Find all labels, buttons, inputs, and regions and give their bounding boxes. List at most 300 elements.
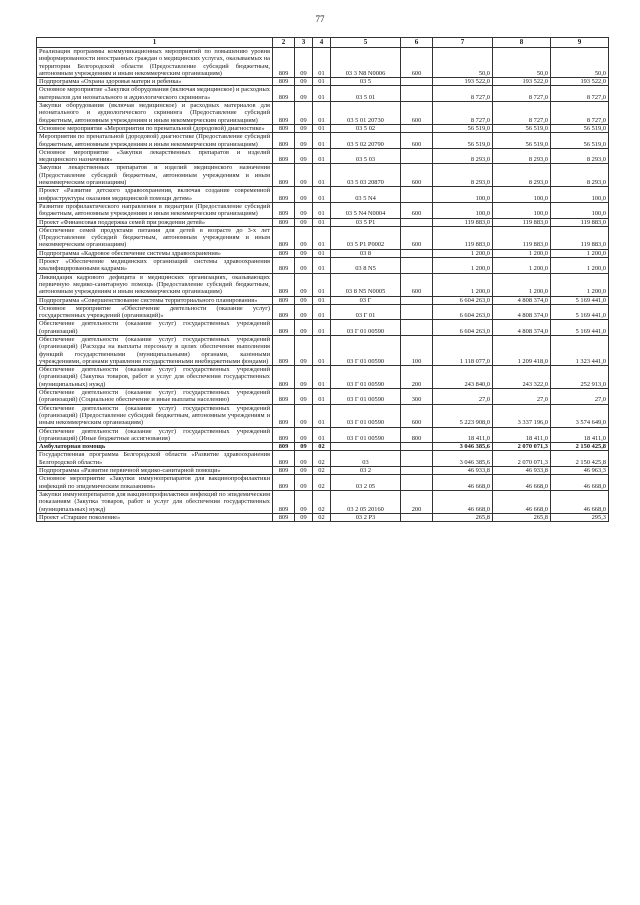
row-value-1: 119 883,0 bbox=[433, 226, 493, 249]
row-value-2: 46 933,8 bbox=[493, 467, 551, 475]
row-rz: 09 bbox=[295, 513, 313, 521]
row-vr bbox=[401, 249, 433, 257]
row-value-2: 8 293,0 bbox=[493, 164, 551, 187]
row-csr: 03 5 N4 N0004 bbox=[331, 202, 401, 218]
row-csr: 03 Г 01 00590 bbox=[331, 427, 401, 443]
row-vr bbox=[401, 124, 433, 132]
row-name: Обеспечение деятельности (оказание услуг) государственных учреждений (организаций) bbox=[37, 320, 273, 336]
row-name: Основное мероприятие «Мероприятия по пренатальной (дородовой) диагностике» bbox=[37, 124, 273, 132]
table-row bbox=[37, 304, 609, 320]
row-value-2: 265,8 bbox=[493, 513, 551, 521]
table-row bbox=[37, 427, 609, 443]
row-csr: 03 Г 01 00590 bbox=[331, 320, 401, 336]
row-value-3: 5 169 441,0 bbox=[551, 296, 609, 304]
row-value-3: 5 169 441,0 bbox=[551, 320, 609, 336]
row-rz: 09 bbox=[295, 273, 313, 296]
row-name: Обеспечение семей продуктами питания для детей в возрасте до 3-х лет (Предоставление субсидий бюджетным, автономным учреждениям и иным некоммерческим организациям) bbox=[37, 226, 273, 249]
row-name: Проект «Обеспечение медицинских организаций системы здравоохранения квалифицированными кадрами» bbox=[37, 258, 273, 274]
row-pr: 01 bbox=[313, 389, 331, 405]
row-pr: 01 bbox=[313, 273, 331, 296]
table-row bbox=[37, 148, 609, 164]
row-vr: 600 bbox=[401, 102, 433, 125]
row-gr: 809 bbox=[273, 86, 295, 102]
row-value-3: 3 574 649,0 bbox=[551, 404, 609, 427]
row-vr: 600 bbox=[401, 202, 433, 218]
table-row bbox=[37, 249, 609, 257]
row-name: Проект «Старшее поколение» bbox=[37, 513, 273, 521]
column-header: 7 bbox=[433, 38, 493, 48]
row-pr: 01 bbox=[313, 86, 331, 102]
row-value-3: 1 323 441,0 bbox=[551, 335, 609, 365]
table-row bbox=[37, 320, 609, 336]
row-value-2: 56 519,0 bbox=[493, 124, 551, 132]
row-value-3: 8 293,0 bbox=[551, 148, 609, 164]
row-value-2: 1 200,0 bbox=[493, 258, 551, 274]
row-value-2: 193 522,0 bbox=[493, 78, 551, 86]
row-name: Развитие профилактического направления в педиатрии (Предоставление субсидий бюджетным, автономным учреждениям и иным некоммерческим организациям) bbox=[37, 202, 273, 218]
row-name: Основное мероприятие «Закупки иммунопрепаратов для вакцинопрофилактики инфекций по эпидемическим показаниям» bbox=[37, 475, 273, 491]
row-value-1: 1 200,0 bbox=[433, 258, 493, 274]
row-rz: 09 bbox=[295, 404, 313, 427]
row-value-2: 1 209 418,0 bbox=[493, 335, 551, 365]
row-gr: 809 bbox=[273, 404, 295, 427]
row-value-3: 5 169 441,0 bbox=[551, 304, 609, 320]
row-value-1: 50,0 bbox=[433, 48, 493, 78]
row-vr bbox=[401, 475, 433, 491]
row-value-3: 2 150 425,8 bbox=[551, 443, 609, 451]
row-csr: 03 5 02 bbox=[331, 124, 401, 132]
row-gr: 809 bbox=[273, 366, 295, 389]
table-row bbox=[37, 443, 609, 451]
column-header: 6 bbox=[401, 38, 433, 48]
row-vr: 600 bbox=[401, 273, 433, 296]
row-name: Обеспечение деятельности (оказание услуг) государственных учреждений (организаций) (Иные бюджетные ассигнования) bbox=[37, 427, 273, 443]
row-value-2: 2 070 071,3 bbox=[493, 443, 551, 451]
row-value-3: 18 411,0 bbox=[551, 427, 609, 443]
row-rz: 09 bbox=[295, 48, 313, 78]
row-pr: 01 bbox=[313, 304, 331, 320]
row-gr: 809 bbox=[273, 490, 295, 513]
row-name: Обеспечение деятельности (оказание услуг) государственных учреждений (организаций) (Закупка товаров, работ и услуг для обеспечения государственных (муниципальных) нужд) bbox=[37, 366, 273, 389]
row-gr: 809 bbox=[273, 475, 295, 491]
row-name: Обеспечение деятельности (оказание услуг) государственных учреждений (организаций) (Предоставление субсидий бюджетным, автономным учреждениям и иным некоммерческим организациям) bbox=[37, 404, 273, 427]
row-rz: 09 bbox=[295, 490, 313, 513]
table-row bbox=[37, 335, 609, 365]
row-value-1: 46 668,0 bbox=[433, 475, 493, 491]
row-value-1: 1 118 077,0 bbox=[433, 335, 493, 365]
row-value-2: 4 808 374,0 bbox=[493, 320, 551, 336]
row-rz: 09 bbox=[295, 102, 313, 125]
row-rz: 09 bbox=[295, 164, 313, 187]
row-value-1: 3 046 385,6 bbox=[433, 451, 493, 467]
row-value-3: 46 668,0 bbox=[551, 490, 609, 513]
row-value-1: 8 727,0 bbox=[433, 86, 493, 102]
row-value-3: 252 913,0 bbox=[551, 366, 609, 389]
table-row bbox=[37, 513, 609, 521]
row-csr: 03 5 P1 bbox=[331, 218, 401, 226]
row-value-2: 3 337 196,0 bbox=[493, 404, 551, 427]
row-name: Государственная программа Белгородской области «Развитие здравоохранения Белгородской области» bbox=[37, 451, 273, 467]
row-value-1: 119 883,0 bbox=[433, 218, 493, 226]
row-gr: 809 bbox=[273, 258, 295, 274]
row-value-1: 6 604 263,0 bbox=[433, 320, 493, 336]
row-rz: 09 bbox=[295, 366, 313, 389]
row-csr: 03 Г 01 00590 bbox=[331, 335, 401, 365]
row-rz: 09 bbox=[295, 389, 313, 405]
row-rz: 09 bbox=[295, 202, 313, 218]
row-pr: 01 bbox=[313, 102, 331, 125]
row-gr: 809 bbox=[273, 249, 295, 257]
row-vr: 100 bbox=[401, 335, 433, 365]
row-pr: 01 bbox=[313, 148, 331, 164]
table-row bbox=[37, 467, 609, 475]
row-value-1: 56 519,0 bbox=[433, 133, 493, 149]
row-rz: 09 bbox=[295, 296, 313, 304]
row-name: Подпрограмма «Развитие первичной медико-санитарной помощи» bbox=[37, 467, 273, 475]
row-value-3: 8 727,0 bbox=[551, 86, 609, 102]
row-vr: 600 bbox=[401, 404, 433, 427]
row-gr: 809 bbox=[273, 202, 295, 218]
row-name: Реализация программы коммуникационных мероприятий по повышению уровня информированности иностранных граждан о медицинских услугах, оказываемых на территории Белгородской области (Предоставление субсидий бюджетным, автономным учреждениям и иным некоммерческим организациям) bbox=[37, 48, 273, 78]
row-pr: 01 bbox=[313, 124, 331, 132]
row-pr: 01 bbox=[313, 366, 331, 389]
row-pr: 01 bbox=[313, 226, 331, 249]
row-vr: 200 bbox=[401, 490, 433, 513]
table-row bbox=[37, 86, 609, 102]
row-name: Обеспечение деятельности (оказание услуг) государственных учреждений (организаций) (Социальное обеспечение и иные выплаты населению) bbox=[37, 389, 273, 405]
row-gr: 809 bbox=[273, 48, 295, 78]
row-gr: 809 bbox=[273, 187, 295, 203]
page-number: 77 bbox=[315, 14, 325, 24]
row-name: Подпрограмма «Кадровое обеспечение системы здравоохранения» bbox=[37, 249, 273, 257]
row-name: Мероприятия по пренатальной (дородовой) диагностике (Предоставление субсидий бюджетным, автономным учреждениям и иным некоммерческим организациям) bbox=[37, 133, 273, 149]
row-csr: 03 2 bbox=[331, 467, 401, 475]
row-value-1: 100,0 bbox=[433, 202, 493, 218]
row-value-2: 2 070 071,3 bbox=[493, 451, 551, 467]
row-value-1: 8 727,0 bbox=[433, 102, 493, 125]
row-pr: 01 bbox=[313, 404, 331, 427]
row-gr: 809 bbox=[273, 304, 295, 320]
row-csr: 03 5 N4 bbox=[331, 187, 401, 203]
row-csr: 03 8 N5 bbox=[331, 258, 401, 274]
table-row bbox=[37, 490, 609, 513]
table-row bbox=[37, 124, 609, 132]
row-pr: 01 bbox=[313, 249, 331, 257]
row-value-1: 46 933,8 bbox=[433, 467, 493, 475]
row-rz: 09 bbox=[295, 320, 313, 336]
row-csr: 03 Г 01 00590 bbox=[331, 366, 401, 389]
row-pr: 02 bbox=[313, 443, 331, 451]
table-row bbox=[37, 389, 609, 405]
row-pr: 02 bbox=[313, 490, 331, 513]
row-vr: 200 bbox=[401, 366, 433, 389]
table-row bbox=[37, 226, 609, 249]
row-csr: 03 bbox=[331, 451, 401, 467]
row-csr: 03 2 P3 bbox=[331, 513, 401, 521]
row-value-1: 193 522,0 bbox=[433, 78, 493, 86]
row-csr: 03 Г 01 00590 bbox=[331, 389, 401, 405]
table-row bbox=[37, 296, 609, 304]
row-pr: 01 bbox=[313, 258, 331, 274]
table-row bbox=[37, 258, 609, 274]
row-value-2: 119 883,0 bbox=[493, 218, 551, 226]
row-rz: 09 bbox=[295, 443, 313, 451]
row-csr: 03 Г 01 00590 bbox=[331, 404, 401, 427]
row-value-2: 56 519,0 bbox=[493, 133, 551, 149]
row-value-2: 243 322,0 bbox=[493, 366, 551, 389]
row-rz: 09 bbox=[295, 304, 313, 320]
row-vr bbox=[401, 320, 433, 336]
row-gr: 809 bbox=[273, 320, 295, 336]
row-vr: 600 bbox=[401, 164, 433, 187]
row-rz: 09 bbox=[295, 467, 313, 475]
row-pr: 01 bbox=[313, 78, 331, 86]
row-value-2: 1 200,0 bbox=[493, 249, 551, 257]
row-rz: 09 bbox=[295, 249, 313, 257]
row-value-1: 6 604 263,0 bbox=[433, 296, 493, 304]
row-value-3: 46 963,3 bbox=[551, 467, 609, 475]
row-rz: 09 bbox=[295, 86, 313, 102]
row-value-2: 27,0 bbox=[493, 389, 551, 405]
row-gr: 809 bbox=[273, 273, 295, 296]
row-rz: 09 bbox=[295, 124, 313, 132]
row-vr bbox=[401, 86, 433, 102]
row-gr: 809 bbox=[273, 443, 295, 451]
row-rz: 09 bbox=[295, 335, 313, 365]
row-pr: 01 bbox=[313, 427, 331, 443]
row-rz: 09 bbox=[295, 187, 313, 203]
row-value-1: 27,0 bbox=[433, 389, 493, 405]
row-value-2: 50,0 bbox=[493, 48, 551, 78]
row-value-1: 18 411,0 bbox=[433, 427, 493, 443]
row-value-2: 119 883,0 bbox=[493, 226, 551, 249]
row-value-3: 56 519,0 bbox=[551, 124, 609, 132]
row-value-2: 46 668,0 bbox=[493, 490, 551, 513]
row-value-1: 3 046 385,6 bbox=[433, 443, 493, 451]
row-value-1: 56 519,0 bbox=[433, 124, 493, 132]
row-rz: 09 bbox=[295, 78, 313, 86]
row-csr: 03 2 05 20160 bbox=[331, 490, 401, 513]
row-vr bbox=[401, 187, 433, 203]
table-row bbox=[37, 366, 609, 389]
row-gr: 809 bbox=[273, 164, 295, 187]
row-value-2: 8 727,0 bbox=[493, 86, 551, 102]
row-csr: 03 Г bbox=[331, 296, 401, 304]
row-value-3: 1 200,0 bbox=[551, 273, 609, 296]
row-pr: 02 bbox=[313, 475, 331, 491]
table-row bbox=[37, 133, 609, 149]
row-vr bbox=[401, 304, 433, 320]
row-pr: 02 bbox=[313, 451, 331, 467]
budget-table bbox=[36, 37, 609, 522]
row-gr: 809 bbox=[273, 133, 295, 149]
row-name: Основное мероприятие «Закупки оборудования (включая медицинское) и расходных материалов для неонатального и аудиологического скрининга» bbox=[37, 86, 273, 102]
row-rz: 09 bbox=[295, 133, 313, 149]
row-vr bbox=[401, 78, 433, 86]
row-value-3: 2 150 425,8 bbox=[551, 451, 609, 467]
row-pr: 01 bbox=[313, 218, 331, 226]
row-value-1: 8 293,0 bbox=[433, 164, 493, 187]
row-name: Ликвидация кадрового дефицита в медицинских организациях, оказывающих первичную медико-санитарную помощь (Предоставление субсидий бюджетным, автономным учреждениям и иным некоммерческим организациям) bbox=[37, 273, 273, 296]
row-csr: 03 5 P1 P0002 bbox=[331, 226, 401, 249]
row-gr: 809 bbox=[273, 467, 295, 475]
row-rz: 09 bbox=[295, 258, 313, 274]
row-value-1: 5 223 908,0 bbox=[433, 404, 493, 427]
row-name: Закупки лекарственных препаратов и изделий медицинского назначения (Предоставление субсидий бюджетным, автономным учреждениям и иным некоммерческим организациям) bbox=[37, 164, 273, 187]
row-pr: 02 bbox=[313, 513, 331, 521]
column-header: 1 bbox=[37, 38, 273, 48]
row-name: Закупки иммунопрепаратов для вакцинопрофилактики инфекций по эпидемическим показаниям (Закупка товаров, работ и услуг для обеспечения государственных (муниципальных) нужд) bbox=[37, 490, 273, 513]
row-value-3: 100,0 bbox=[551, 202, 609, 218]
row-gr: 809 bbox=[273, 451, 295, 467]
row-value-2: 8 293,0 bbox=[493, 148, 551, 164]
row-gr: 809 bbox=[273, 124, 295, 132]
table-row bbox=[37, 451, 609, 467]
row-csr: 03 8 bbox=[331, 249, 401, 257]
row-value-3: 295,3 bbox=[551, 513, 609, 521]
row-rz: 09 bbox=[295, 427, 313, 443]
row-pr: 01 bbox=[313, 335, 331, 365]
row-value-1: 8 293,0 bbox=[433, 148, 493, 164]
row-value-2: 100,0 bbox=[493, 187, 551, 203]
row-name: Проект «Развитие детского здравоохранения, включая создание современной инфраструктуры оказания медицинской помощи детям» bbox=[37, 187, 273, 203]
row-value-1: 243 840,0 bbox=[433, 366, 493, 389]
table-row bbox=[37, 48, 609, 78]
row-vr bbox=[401, 513, 433, 521]
row-value-3: 27,0 bbox=[551, 389, 609, 405]
row-name: Закупки оборудования (включая медицинское) и расходных материалов для неонатального и аудиологического скрининга (Предоставление субсидий бюджетным, автономным учреждениям и иным некоммерческим организациям) bbox=[37, 102, 273, 125]
row-csr: 03 8 N5 N0005 bbox=[331, 273, 401, 296]
row-value-2: 8 727,0 bbox=[493, 102, 551, 125]
row-value-3: 1 200,0 bbox=[551, 258, 609, 274]
column-header: 2 bbox=[273, 38, 295, 48]
row-gr: 809 bbox=[273, 78, 295, 86]
row-vr: 600 bbox=[401, 133, 433, 149]
row-vr: 600 bbox=[401, 48, 433, 78]
row-vr bbox=[401, 467, 433, 475]
table-row bbox=[37, 475, 609, 491]
table-row bbox=[37, 202, 609, 218]
row-pr: 01 bbox=[313, 320, 331, 336]
row-value-3: 100,0 bbox=[551, 187, 609, 203]
row-value-1: 265,8 bbox=[433, 513, 493, 521]
row-vr bbox=[401, 451, 433, 467]
row-name: Подпрограмма «Совершенствование системы территориального планирования» bbox=[37, 296, 273, 304]
row-name: Обеспечение деятельности (оказание услуг) государственных учреждений (организаций) (Расходы на выплаты персоналу в целях обеспечения выполнения функций государственными (муниципальными) органами, казенными учреждениями, органами управления государственными внебюджетными фондами) bbox=[37, 335, 273, 365]
row-pr: 01 bbox=[313, 202, 331, 218]
row-pr: 01 bbox=[313, 187, 331, 203]
row-value-1: 6 604 263,0 bbox=[433, 304, 493, 320]
column-header: 3 bbox=[295, 38, 313, 48]
row-gr: 809 bbox=[273, 148, 295, 164]
row-vr: 800 bbox=[401, 427, 433, 443]
row-value-1: 100,0 bbox=[433, 187, 493, 203]
row-value-1: 1 200,0 bbox=[433, 249, 493, 257]
row-csr bbox=[331, 443, 401, 451]
row-csr: 03 5 bbox=[331, 78, 401, 86]
row-name: Проект «Финансовая поддержка семей при рождении детей» bbox=[37, 218, 273, 226]
row-csr: 03 Г 01 bbox=[331, 304, 401, 320]
row-csr: 03 2 05 bbox=[331, 475, 401, 491]
row-name: Подпрограмма «Охрана здоровья матери и ребенка» bbox=[37, 78, 273, 86]
row-value-3: 8 293,0 bbox=[551, 164, 609, 187]
row-csr: 03 5 03 bbox=[331, 148, 401, 164]
row-value-2: 18 411,0 bbox=[493, 427, 551, 443]
row-gr: 809 bbox=[273, 513, 295, 521]
row-pr: 01 bbox=[313, 48, 331, 78]
column-header: 4 bbox=[313, 38, 331, 48]
table-row bbox=[37, 78, 609, 86]
row-gr: 809 bbox=[273, 296, 295, 304]
row-csr: 03 5 01 bbox=[331, 86, 401, 102]
row-csr: 03 5 02 20790 bbox=[331, 133, 401, 149]
row-gr: 809 bbox=[273, 335, 295, 365]
row-rz: 09 bbox=[295, 218, 313, 226]
row-rz: 09 bbox=[295, 226, 313, 249]
row-gr: 809 bbox=[273, 226, 295, 249]
row-pr: 01 bbox=[313, 133, 331, 149]
table-row bbox=[37, 218, 609, 226]
row-value-2: 100,0 bbox=[493, 202, 551, 218]
row-value-2: 1 200,0 bbox=[493, 273, 551, 296]
row-rz: 09 bbox=[295, 451, 313, 467]
row-value-1: 46 668,0 bbox=[433, 490, 493, 513]
row-pr: 01 bbox=[313, 296, 331, 304]
row-gr: 809 bbox=[273, 218, 295, 226]
row-vr bbox=[401, 218, 433, 226]
row-value-3: 50,0 bbox=[551, 48, 609, 78]
row-name: Основное мероприятие «Обеспечение деятельности (оказание услуг) государственных учреждений (организаций)» bbox=[37, 304, 273, 320]
row-value-3: 1 200,0 bbox=[551, 249, 609, 257]
row-vr bbox=[401, 443, 433, 451]
row-value-2: 46 668,0 bbox=[493, 475, 551, 491]
row-name: Основное мероприятие «Закупки лекарственных препаратов и изделий медицинского назначения» bbox=[37, 148, 273, 164]
row-vr bbox=[401, 296, 433, 304]
row-rz: 09 bbox=[295, 148, 313, 164]
header-row bbox=[37, 38, 609, 48]
row-gr: 809 bbox=[273, 389, 295, 405]
row-csr: 03 5 01 20730 bbox=[331, 102, 401, 125]
row-pr: 02 bbox=[313, 467, 331, 475]
column-header: 8 bbox=[493, 38, 551, 48]
row-value-2: 4 808 374,0 bbox=[493, 296, 551, 304]
column-header: 9 bbox=[551, 38, 609, 48]
row-value-3: 119 883,0 bbox=[551, 218, 609, 226]
row-value-2: 4 808 374,0 bbox=[493, 304, 551, 320]
table-row bbox=[37, 187, 609, 203]
row-value-3: 56 519,0 bbox=[551, 133, 609, 149]
row-vr: 600 bbox=[401, 226, 433, 249]
row-csr: 03 3 N8 N0006 bbox=[331, 48, 401, 78]
row-pr: 01 bbox=[313, 164, 331, 187]
row-value-3: 193 522,0 bbox=[551, 78, 609, 86]
row-value-3: 8 727,0 bbox=[551, 102, 609, 125]
row-gr: 809 bbox=[273, 427, 295, 443]
row-vr: 300 bbox=[401, 389, 433, 405]
row-value-3: 46 668,0 bbox=[551, 475, 609, 491]
row-rz: 09 bbox=[295, 475, 313, 491]
column-header: 5 bbox=[331, 38, 401, 48]
row-value-1: 1 200,0 bbox=[433, 273, 493, 296]
table-row bbox=[37, 102, 609, 125]
row-csr: 03 5 03 20870 bbox=[331, 164, 401, 187]
row-gr: 809 bbox=[273, 102, 295, 125]
row-value-3: 119 883,0 bbox=[551, 226, 609, 249]
table-row bbox=[37, 164, 609, 187]
table-row bbox=[37, 404, 609, 427]
row-vr bbox=[401, 258, 433, 274]
row-name: Амбулаторная помощь bbox=[37, 443, 273, 451]
